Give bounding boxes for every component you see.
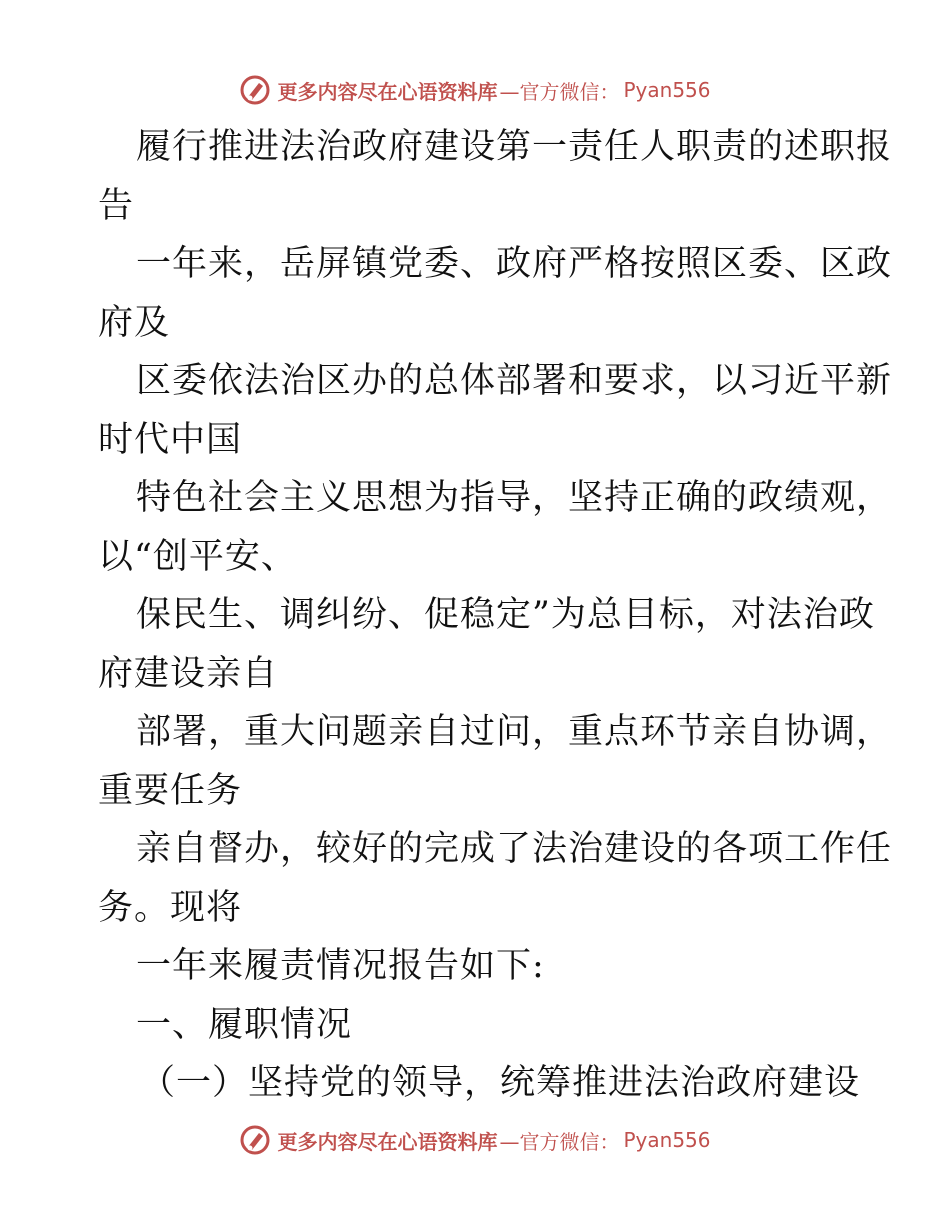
paragraph-line: 重要任务: [98, 770, 243, 811]
paragraph-line: 保民生、调纠纷、促稳定”为总目标，对法治政: [136, 595, 875, 635]
document-title-line-2: 告: [98, 185, 135, 226]
paragraph-line: 一年来，岳屏镇党委、政府严格按照区委、区政: [136, 244, 893, 284]
footer-watermark: [0, 1120, 950, 1160]
watermark-id-text: Pyan556: [623, 1128, 711, 1152]
paragraph-line: 时代中国: [98, 419, 243, 460]
pen-logo-icon: [239, 1124, 271, 1156]
paragraph-line: 特色社会主义思想为指导，坚持正确的政绩观，: [136, 478, 893, 518]
watermark-id-text: Pyan556: [623, 78, 711, 102]
document-title-line-1: 履行推进法治政府建设第一责任人职责的述职报: [136, 127, 893, 167]
paragraph-line: 区委依法治区办的总体部署和要求，以习近平新: [136, 361, 893, 401]
header-watermark: [0, 70, 950, 110]
watermark-sub-text: —官方微信：: [499, 79, 620, 104]
document-body: [98, 118, 893, 1113]
watermark-sub-text: —官方微信：: [499, 1129, 620, 1154]
paragraph-line: 以“创平安、: [98, 536, 297, 577]
paragraph-line: 务。现将: [98, 887, 243, 928]
paragraph-line: 亲自督办，较好的完成了法治建设的各项工作任: [136, 829, 893, 869]
pen-logo-icon: [239, 74, 271, 106]
watermark-main-text: 更多内容尽在心语资料库: [277, 1129, 498, 1154]
section-heading: 一、履职情况: [136, 1004, 353, 1045]
paragraph-line: 府及: [98, 302, 171, 343]
subsection-heading: （一）坚持党的领导，统筹推进法治政府建设: [140, 1063, 861, 1103]
paragraph-line: 部署，重大问题亲自过问，重点环节亲自协调，: [136, 712, 893, 752]
watermark-main-text: 更多内容尽在心语资料库: [277, 79, 498, 104]
paragraph-line: 一年来履责情况报告如下:: [136, 946, 545, 986]
paragraph-line: 府建设亲自: [98, 653, 279, 694]
